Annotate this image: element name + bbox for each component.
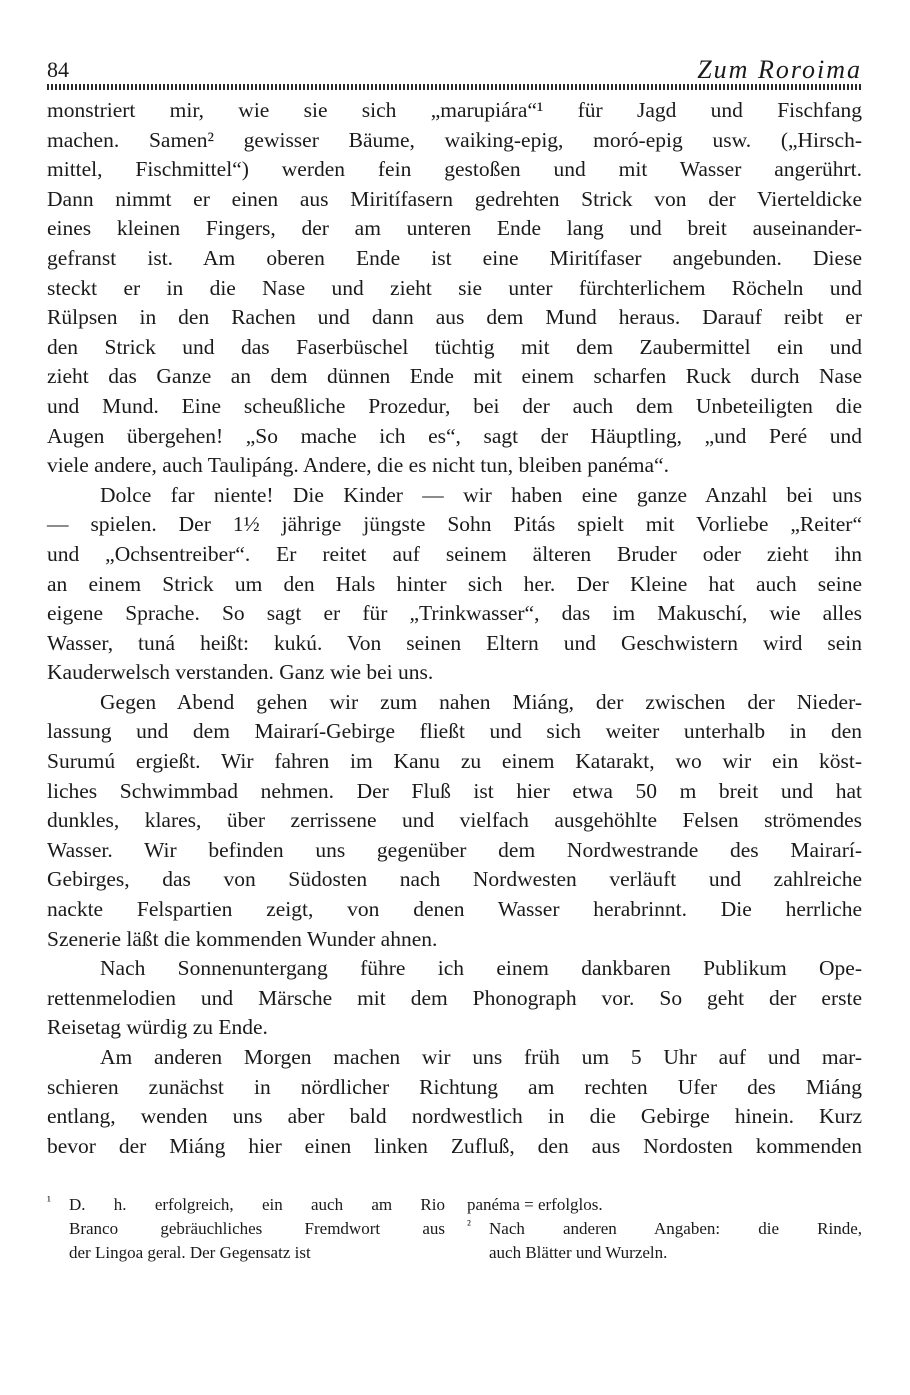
text-line: lassung und dem Mairarí-Gebirge fließt und sich weiter unterhalb in den	[47, 719, 862, 744]
paragraph-3	[47, 688, 862, 925]
footnote-text: D. h. erfolgreich, ein auch am Rio	[69, 1195, 445, 1214]
text-line: Rülpsen in den Rachen und dann aus dem Mund heraus. Darauf reibt er	[47, 305, 862, 330]
paragraph-2-end	[47, 658, 862, 688]
text-line: mittel, Fischmittel“) werden fein gestoßen und mit Wasser angerührt.	[47, 157, 862, 182]
text-line: zieht das Ganze an dem dünnen Ende mit einem scharfen Ruck durch Nase	[47, 364, 862, 389]
text-line: eines kleinen Fingers, der am unteren Ende lang und breit auseinander-	[47, 216, 862, 241]
footnote-line	[69, 1241, 445, 1265]
footnote-column-right	[467, 1193, 862, 1265]
footnote-line	[489, 1217, 862, 1241]
text-line: viele andere, auch Taulipáng. Andere, die es nicht tun, bleiben panéma“.	[47, 453, 669, 478]
footnote-mark: ¹	[47, 1193, 51, 1208]
footnote-1	[47, 1193, 445, 1265]
text-line: Am anderen Morgen machen wir uns früh um 5 Uhr auf und mar-	[100, 1045, 862, 1069]
text-line: Gegen Abend gehen wir zum nahen Miáng, der zwischen der Nieder-	[100, 689, 862, 714]
text-line: eigene Sprache. So sagt er für „Trinkwasser“, das im Makuschí, wie alles	[47, 601, 862, 626]
paragraph-5	[47, 1043, 862, 1161]
text-line: Gebirges, das von Südosten nach Nordwesten verläuft und zahlreiche	[47, 867, 862, 892]
text-line: schieren zunächst in nördlicher Richtung am rechten Ufer des Miáng	[47, 1074, 862, 1099]
text-line: dunkles, klares, über zerrissene und vielfach ausgehöhlte Felsen strömendes	[47, 808, 862, 833]
text-line: Dolce far niente! Die Kinder — wir haben eine ganze Anzahl bei uns	[100, 482, 862, 507]
footnote-text: Branco gebräuchliches Fremdwort aus	[69, 1219, 445, 1238]
text-line: Szenerie läßt die kommenden Wunder ahnen.	[47, 926, 438, 951]
text-line: machen. Samen² gewisser Bäume, waiking-epig, moró-epig usw. („Hirsch-	[47, 127, 862, 152]
page-number: 84	[47, 57, 69, 82]
text-line: monstriert mir, wie sie sich „marupiára“¹ für Jagd und Fischfang	[47, 98, 862, 122]
text-line: Surumú ergießt. Wir fahren im Kanu zu einem Katarakt, wo wir ein köst-	[47, 749, 862, 774]
footnote-mark: ²	[467, 1217, 471, 1232]
footnote-line	[69, 1193, 445, 1241]
footnote-2	[467, 1217, 862, 1265]
text-line: — spielen. Der 1½ jährige jüngste Sohn Pitás spielt mit Vorliebe „Reiter“	[47, 512, 862, 537]
running-title: Zum Roroima	[697, 55, 862, 84]
text-line: Wasser, tuná heißt: kukú. Von seinen Eltern und Geschwistern wird sein	[47, 630, 862, 655]
body-text	[47, 96, 862, 1161]
text-line: Wasser. Wir befinden uns gegenüber dem Nordwestrande des Mairarí-	[47, 837, 862, 862]
text-line: bevor der Miáng hier einen linken Zufluß, den aus Nordosten kommenden	[47, 1133, 862, 1158]
text-line: Reisetag würdig zu Ende.	[47, 1015, 268, 1040]
footnote-text: auch Blätter und Wurzeln.	[489, 1243, 668, 1262]
text-line: Kauderwelsch verstanden. Ganz wie bei uns.	[47, 660, 434, 685]
text-line: entlang, wenden uns aber bald nordwestlich in die Gebirge hinein. Kurz	[47, 1104, 862, 1129]
header-rule	[47, 84, 862, 90]
text-line: gefranst ist. Am oberen Ende ist eine Miritífaser angebunden. Diese	[47, 245, 862, 270]
footnote-text: Nach anderen Angaben: die Rinde,	[489, 1219, 862, 1238]
text-line: steckt er in die Nase und zieht sie unter fürchterlichem Röcheln und	[47, 275, 862, 300]
text-line: den Strick und das Faserbüschel tüchtig mit dem Zaubermittel ein und	[47, 334, 862, 359]
text-line: Dann nimmt er einen aus Miritífasern gedrehten Strick von der Vierteldicke	[47, 186, 862, 211]
text-line: und Mund. Eine scheußliche Prozedur, bei der auch dem Unbeteiligten die	[47, 393, 862, 418]
text-line: und „Ochsentreiber“. Er reitet auf seinem älteren Bruder oder zieht ihn	[47, 541, 862, 566]
paragraph-4-end	[47, 1013, 862, 1043]
paragraph-4	[47, 954, 862, 1013]
text-line: liches Schwimmbad nehmen. Der Fluß ist hier etwa 50 m breit und hat	[47, 778, 862, 803]
paragraph-1	[47, 96, 862, 451]
paragraph-3-end	[47, 925, 862, 955]
footnote-1-continuation: panéma = erfolglos.	[467, 1195, 603, 1214]
text-line: Nach Sonnenuntergang führe ich einem dankbaren Publikum Ope-	[100, 956, 862, 981]
text-line: Augen übergehen! „So mache ich es“, sagt der Häuptling, „und Peré und	[47, 423, 862, 448]
footnote-line	[489, 1241, 862, 1265]
text-line: rettenmelodien und Märsche mit dem Phonograph vor. So geht der erste	[47, 985, 862, 1010]
paragraph-2	[47, 481, 862, 659]
text-line: an einem Strick um den Hals hinter sich her. Der Kleine hat auch seine	[47, 571, 862, 596]
paragraph-1-end	[47, 451, 862, 481]
footnote-text: der Lingoa geral. Der Gegensatz ist	[69, 1243, 311, 1262]
text-line: nackte Felspartien zeigt, von denen Wasser herabrinnt. Die herrliche	[47, 897, 862, 922]
